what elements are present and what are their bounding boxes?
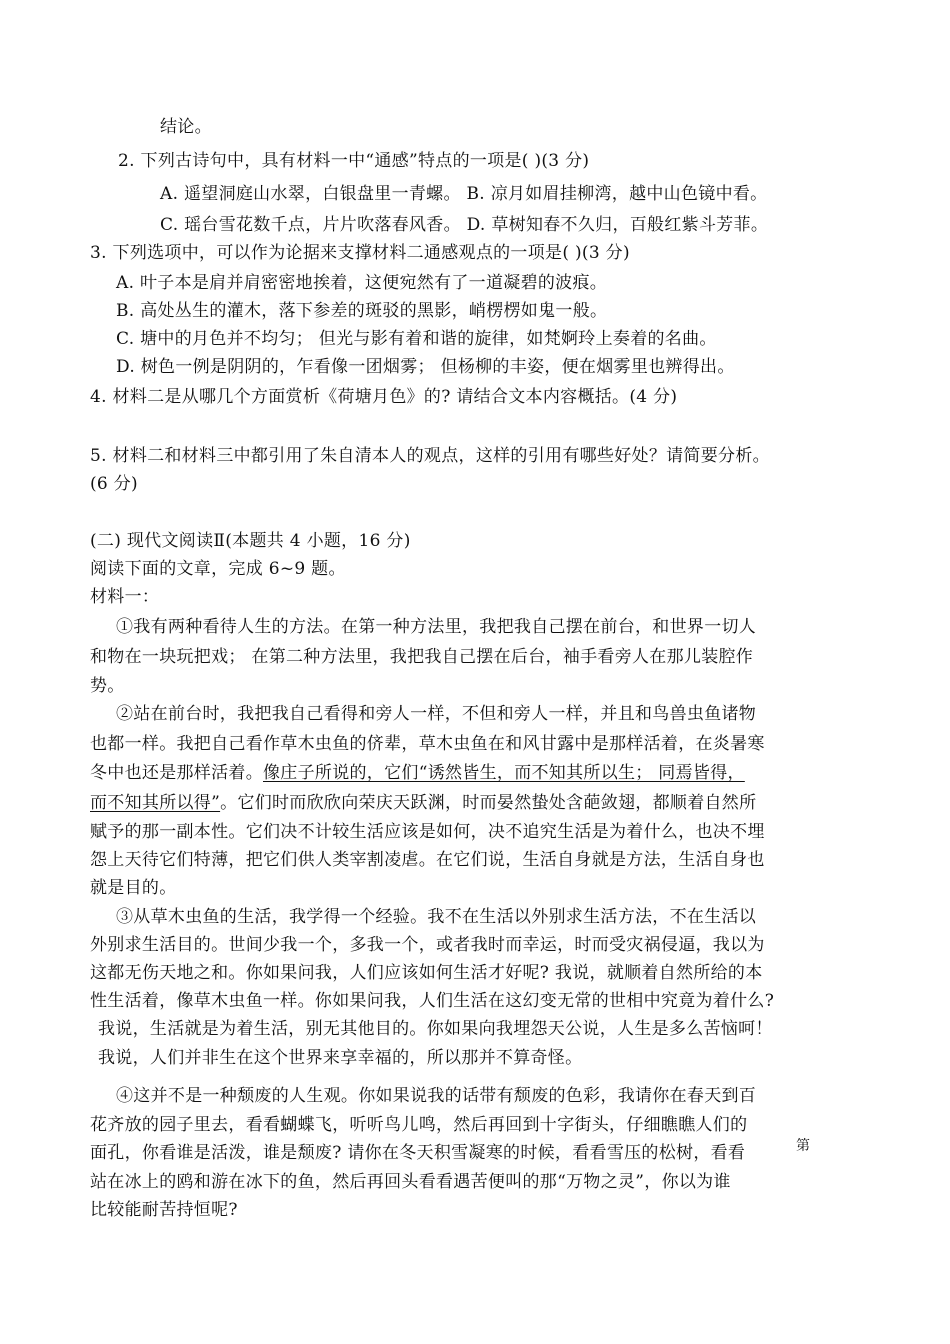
- question-5-stem: 5. 材料二和材料三中都引用了朱自清本人的观点，这样的引用有哪些好处？请简要分析。: [90, 446, 770, 466]
- paragraph-4-line: 比较能耐苦持恒呢?: [90, 1200, 238, 1220]
- paragraph-2-line: 也都一样。我把自己看作草木虫鱼的侪辈，草木虫鱼在和风甘露中是那样活着，在炎暑寒: [90, 734, 765, 754]
- paragraph-2-line: 赋予的那一副本性。它们决不计较生活应该是如何，决不追究生活是为着什么，也决不埋: [90, 822, 765, 842]
- paragraph-2-text: 。它们时而欣欣向荣庆天跃渊，时而晏然蛰处含葩敛翅，都顺着自然所: [220, 793, 757, 813]
- paragraph-1-line: 势。: [90, 676, 125, 696]
- question-3-option-c: C. 塘中的月色并不均匀； 但光与影有着和谐的旋律，如梵婀玲上奏着的名曲。: [116, 329, 717, 349]
- paragraph-1-line: ①我有两种看待人生的方法。在第一种方法里，我把我自己摆在前台，和世界一切人: [116, 617, 757, 637]
- paragraph-4-line: 站在冰上的鸥和游在冰下的鱼，然后再回头看看遇苦便叫的那“万物之灵”，你以为谁: [90, 1172, 731, 1192]
- paragraph-2-line: 就是目的。: [90, 878, 177, 898]
- conclusion-text: 结论。: [160, 117, 212, 137]
- paragraph-3-line: 我说，人们并非生在这个世界来享幸福的，所以那并不算奇怪。: [98, 1048, 583, 1068]
- paragraph-3-line: 性生活着，像草木虫鱼一样。你如果问我，人们生活在这幻变无常的世相中究竟为着什么?: [90, 991, 775, 1011]
- question-5-points: (6 分): [90, 474, 138, 494]
- paragraph-2-line: [90, 792, 756, 814]
- question-2-options-cd: C. 瑶台雪花数千点，片片吹落春风香。 D. 草树知春不久归，百般红紫斗芳菲。: [160, 215, 769, 235]
- paragraph-2-text: 冬中也还是那样活着。: [90, 763, 263, 783]
- paragraph-2-line: 怨上天待它们特薄，把它们供人类宰割凌虐。在它们说，生活自身就是方法，生活自身也: [90, 850, 765, 870]
- paragraph-4-line: 面孔，你看谁是活泼，谁是颓废? 请你在冬天积雪凝寒的时候，看看雪压的松树，看看: [90, 1143, 746, 1163]
- paragraph-3-line: 我说，生活就是为着生活，别无其他目的。你如果向我埋怨天公说，人生是多么苦恼呵！: [98, 1019, 773, 1039]
- paragraph-3-line: ③从草木虫鱼的生活，我学得一个经验。我不在生活以外别求生活方法，不在生活以: [116, 907, 757, 927]
- question-3-option-d: D. 树色一例是阴阴的，乍看像一团烟雾； 但杨柳的丰姿，便在烟雾里也辨得出。: [116, 357, 735, 377]
- paragraph-3-line: 这都无伤天地之和。你如果问我，人们应该如何生活才好呢? 我说，就顺着自然所给的本: [90, 963, 763, 983]
- material-label: 材料一：: [90, 587, 160, 607]
- paragraph-2-line: [90, 762, 745, 784]
- question-3-stem: 3. 下列选项中，可以作为论据来支撑材料二通感观点的一项是( )(3 分): [90, 243, 630, 263]
- section-2-instruction: 阅读下面的文章，完成 6~9 题。: [90, 559, 346, 579]
- question-3-option-a: A. 叶子本是肩并肩密密地挨着，这便宛然有了一道凝碧的波痕。: [116, 273, 608, 293]
- zhuangzi-quote-underlined: 像庄子所说的，它们“诱然皆生，而不知其所以生； 同焉皆得，: [263, 763, 745, 783]
- paragraph-3-line: 外别求生活目的。世间少我一个，多我一个，或者我时而幸运，时而受灾祸侵逼，我以为: [90, 935, 765, 955]
- question-4-stem: 4. 材料二是从哪几个方面赏析《荷塘月色》的? 请结合文本内容概括。(4 分): [90, 387, 678, 407]
- question-3-option-b: B. 高处丛生的灌木，落下参差的斑驳的黑影，峭楞楞如鬼一般。: [116, 301, 608, 321]
- page-number-mark: 第: [796, 1138, 810, 1154]
- section-2-heading: (二) 现代文阅读Ⅱ(本题共 4 小题，16 分): [90, 531, 411, 551]
- paragraph-4-line: 花齐放的园子里去，看看蝴蝶飞，听听鸟儿鸣，然后再回到十字街头，仔细瞧瞧人们的: [90, 1115, 748, 1135]
- paragraph-1-line: 和物在一块玩把戏； 在第二种方法里，我把我自己摆在后台，袖手看旁人在那儿装腔作: [90, 647, 754, 667]
- paragraph-2-line: ②站在前台时，我把我自己看得和旁人一样，不但和旁人一样，并且和鸟兽虫鱼诸物: [116, 704, 757, 724]
- paragraph-4-line: ④这并不是一种颓废的人生观。你如果说我的话带有颓废的色彩，我请你在春天到百: [116, 1086, 757, 1106]
- question-2-stem: 2. 下列古诗句中，具有材料一中“通感”特点的一项是( )(3 分): [118, 151, 590, 171]
- zhuangzi-quote-underlined: 而不知其所以得”: [90, 793, 221, 813]
- question-2-options-ab: A. 遥望洞庭山水翠，白银盘里一青螺。 B. 凉月如眉挂柳湾，越中山色镜中看。: [160, 184, 768, 204]
